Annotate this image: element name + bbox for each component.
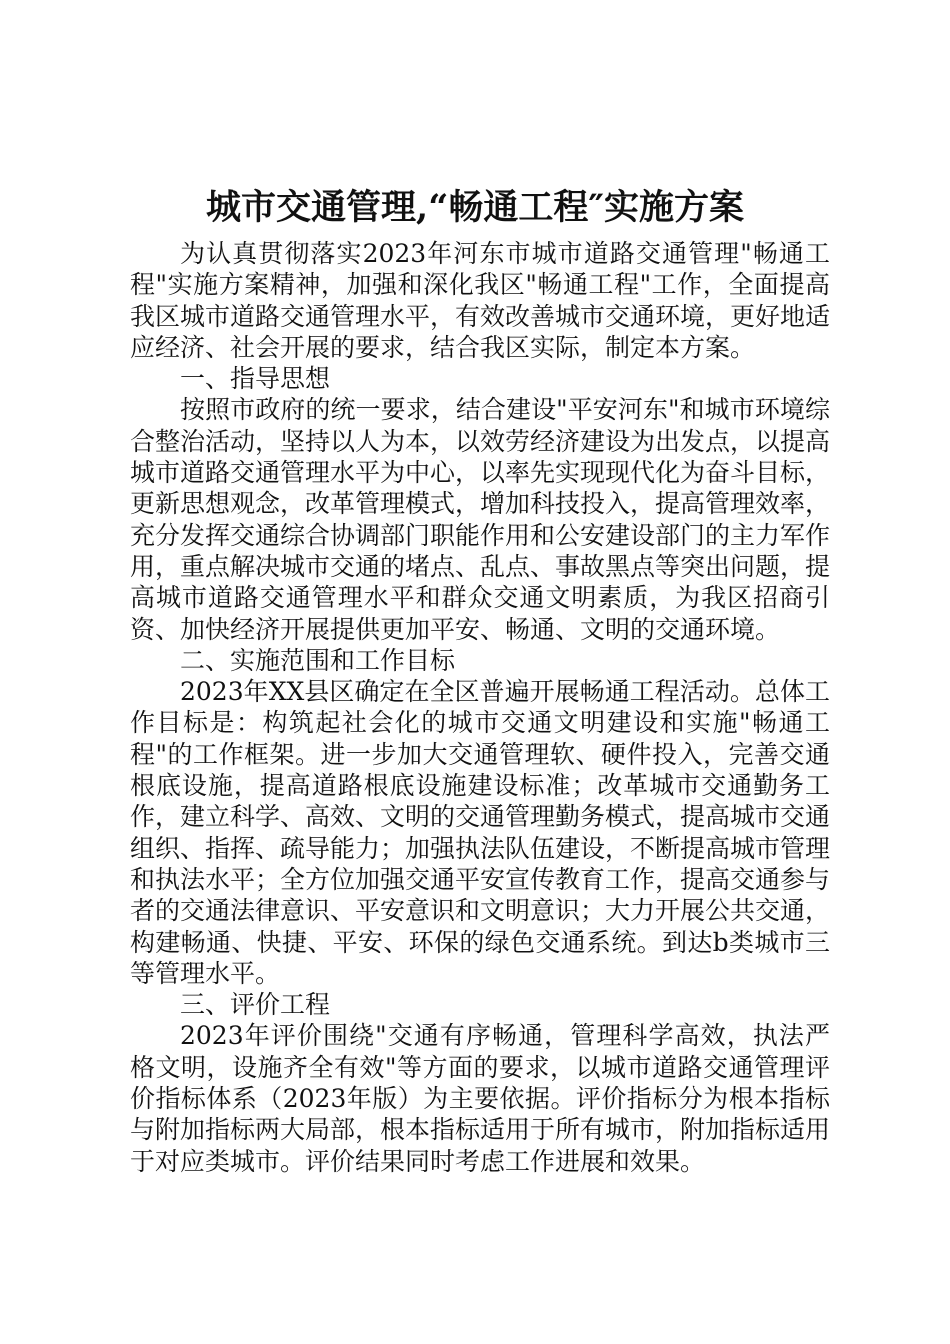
section-heading-evaluation: 三、评价工程 — [180, 990, 331, 1020]
evaluation-paragraph: 2023年评价围绕"交通有序畅通，管理科学高效，执法严格文明，设施齐全有效"等方面的要求，以城市道路交通管理评价指标体系（2023年版）为主要依据。评价指标分为根本指标与附加指标两大局部，根本指标适用于所有城市，附加指标适用于对应类城市。评价结果同时考虑工作进展和效果。 — [130, 1021, 831, 1176]
document-body — [130, 238, 830, 1177]
scope-goals-paragraph: 2023年XX县区确定在全区普遍开展畅通工程活动。总体工作目标是：构筑起社会化的城市交通文明建设和实施"畅通工程"的工作框架。进一步加大交通管理软、硬件投入，完善交通根底设施，提高道路根底设施建设标准；改革城市交通勤务工作，建立科学、高效、文明的交通管理勤务模式，提高城市交通组织、指挥、疏导能力；加强执法队伍建设，不断提高城市管理和执法水平；全方位加强交通平安宣传教育工作，提高交通参与者的交通法律意识、平安意识和文明意识；大力开展公共交通，构建畅通、快捷、平安、环保的绿色交通系统。到达b类城市三等管理水平。 — [130, 677, 831, 988]
guiding-ideology-paragraph: 按照市政府的统一要求，结合建设"平安河东"和城市环境综合整治活动，坚持以人为本，以效劳经济建设为出发点，以提高城市道路交通管理水平为中心，以率先实现现代化为奋斗目标，更新思想观念，改革管理模式，增加科技投入，提高管理效率，充分发挥交通综合协调部门职能作用和公安建设部门的主力军作用，重点解决城市交通的堵点、乱点、事故黑点等突出问题，提高城市道路交通管理水平和群众交通文明素质，为我区招商引资、加快经济开展提供更加平安、畅通、文明的交通环境。 — [130, 395, 831, 644]
document-title: 城市交通管理,“畅通工程″实施方案 — [206, 187, 744, 228]
section-heading-scope-goals: 二、实施范围和工作目标 — [180, 645, 456, 675]
section-heading-guiding-ideology: 一、指导思想 — [180, 364, 331, 394]
intro-paragraph: 为认真贯彻落实2023年河东市城市道路交通管理"畅通工程"实施方案精神，加强和深化我区"畅通工程"工作，全面提高我区城市道路交通管理水平，有效改善城市交通环境，更好地适应经济、社会开展的要求，结合我区实际，制定本方案。 — [130, 239, 831, 362]
